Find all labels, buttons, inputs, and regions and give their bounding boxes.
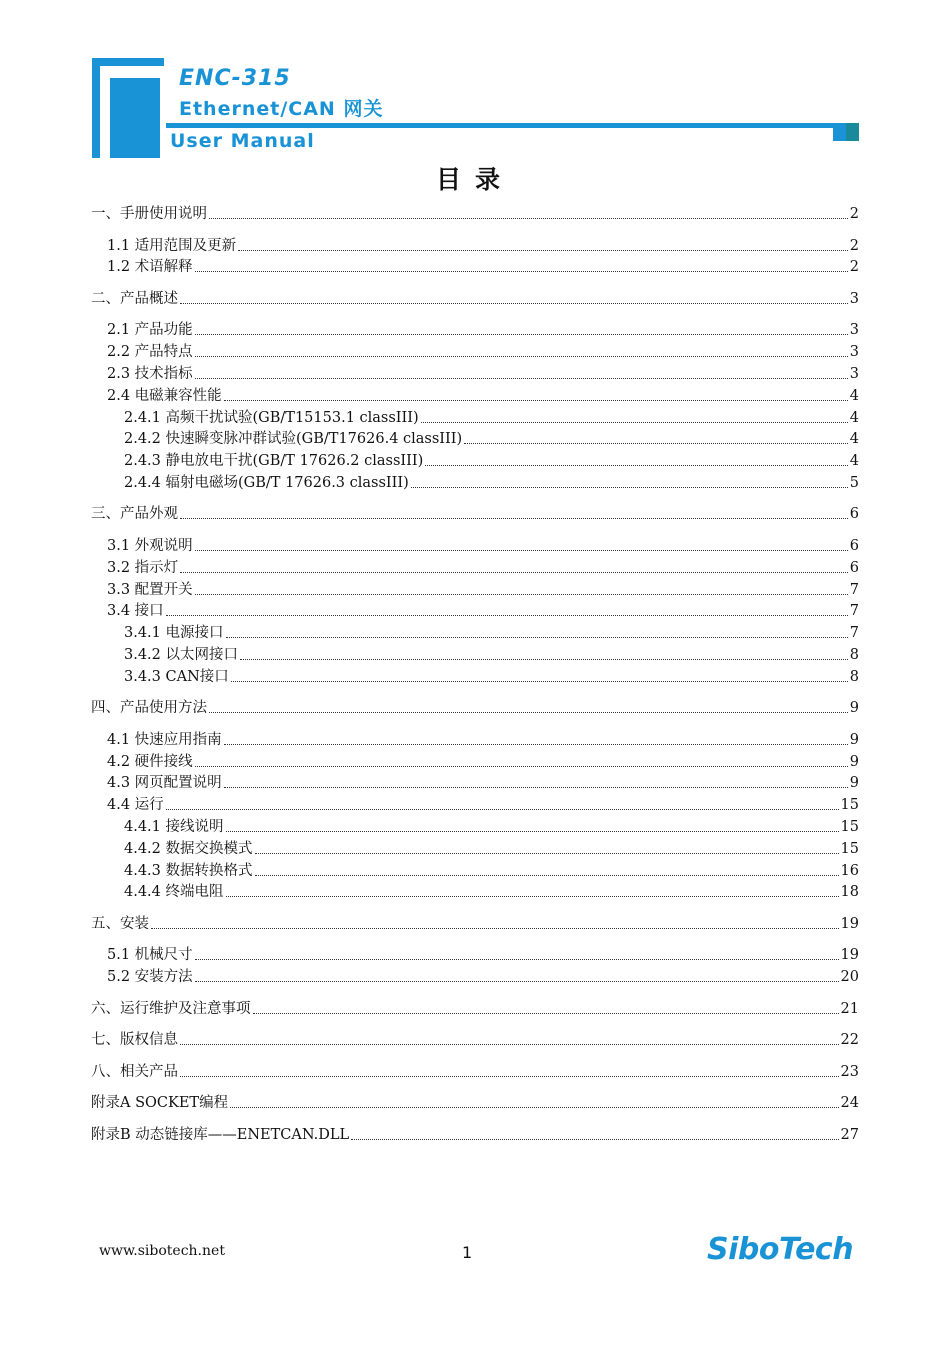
toc-entry-label: 七、版权信息 xyxy=(91,1032,178,1049)
toc-entry[interactable] xyxy=(107,257,859,277)
footer-url[interactable]: www.sibotech.net xyxy=(99,1243,225,1259)
toc-entry-label: 4.3 网页配置说明 xyxy=(107,775,222,792)
toc-entry-label: 4.2 硬件接线 xyxy=(107,753,193,770)
toc-entry-label: 3.1 外观说明 xyxy=(107,537,193,554)
toc-entry-page: 9 xyxy=(849,700,859,717)
toc-entry-page: 18 xyxy=(840,884,859,901)
toc-entry-label: 4.4.2 数据交换模式 xyxy=(124,840,253,857)
toc-entry-label: 4.4.3 数据转换格式 xyxy=(124,862,253,879)
toc-entry[interactable] xyxy=(124,817,859,837)
toc-entry[interactable] xyxy=(91,999,859,1019)
toc-entry-page: 4 xyxy=(849,453,859,470)
toc-entry-page: 3 xyxy=(849,290,859,307)
toc-entry-label: 2.4.1 高频干扰试验(GB/T15153.1 classIII) xyxy=(124,409,419,426)
toc-entry[interactable] xyxy=(107,320,859,340)
toc-entry[interactable] xyxy=(107,342,859,362)
toc-entry-label: 附录A SOCKET编程 xyxy=(91,1095,229,1112)
toc-entry[interactable] xyxy=(91,1093,859,1113)
toc-entry[interactable] xyxy=(91,204,859,224)
toc-entry-page: 15 xyxy=(840,840,859,857)
toc-entry-page: 15 xyxy=(840,818,859,835)
toc-leader-dots xyxy=(226,896,839,897)
toc-entry-page: 22 xyxy=(840,1032,859,1049)
toc-entry[interactable] xyxy=(91,1062,859,1082)
toc-leader-dots xyxy=(195,981,839,982)
toc-entry-page: 3 xyxy=(849,322,859,339)
toc-leader-dots xyxy=(180,518,848,519)
toc-entry-page: 8 xyxy=(849,646,859,663)
toc-entry[interactable] xyxy=(124,861,859,881)
toc-leader-dots xyxy=(195,550,848,551)
toc-entry-page: 16 xyxy=(840,862,859,879)
toc-entry[interactable] xyxy=(124,451,859,471)
toc-leader-dots xyxy=(209,218,848,219)
toc-entry[interactable] xyxy=(91,289,859,309)
toc-leader-dots xyxy=(166,809,839,810)
toc-leader-dots xyxy=(195,378,848,379)
toc-entry[interactable] xyxy=(107,967,859,987)
toc-entry-page: 2 xyxy=(849,259,859,276)
toc-leader-dots xyxy=(195,594,848,595)
toc-entry-label: 5.1 机械尺寸 xyxy=(107,947,193,964)
header-manual-label: User Manual xyxy=(170,130,315,152)
toc-entry[interactable] xyxy=(124,623,859,643)
toc-leader-dots xyxy=(180,303,848,304)
toc-leader-dots xyxy=(226,831,839,832)
toc-leader-dots xyxy=(195,356,848,357)
toc-entry[interactable] xyxy=(124,473,859,493)
toc-entry-page: 6 xyxy=(849,559,859,576)
toc-entry-label: 3.3 配置开关 xyxy=(107,581,193,598)
toc-leader-dots xyxy=(224,744,848,745)
toc-entry-label: 2.4.4 辐射电磁场(GB/T 17626.3 classIII) xyxy=(124,474,409,491)
toc-entry[interactable] xyxy=(107,945,859,965)
toc-entry-page: 2 xyxy=(849,237,859,254)
toc-entry-page: 15 xyxy=(840,797,859,814)
toc-entry-page: 2 xyxy=(849,206,859,222)
toc-leader-dots xyxy=(238,250,848,251)
toc-entry-label: 2.4.2 快速瞬变脉冲群试验(GB/T17626.4 classIII) xyxy=(124,431,463,448)
toc-leader-dots xyxy=(253,1013,839,1014)
toc-leader-dots xyxy=(425,465,848,466)
toc-entry-page: 7 xyxy=(849,625,859,642)
toc-leader-dots xyxy=(151,928,839,929)
toc-entry[interactable] xyxy=(91,698,859,718)
toc-entry-label: 1.1 适用范围及更新 xyxy=(107,237,237,254)
toc-leader-dots xyxy=(421,422,848,423)
toc-entry-page: 5 xyxy=(849,474,859,491)
toc-leader-dots xyxy=(180,1076,839,1077)
footer-page-number: 1 xyxy=(462,1243,473,1262)
sibotech-logo: SiboTech xyxy=(707,1232,854,1267)
toc-entry[interactable] xyxy=(124,839,859,859)
toc-entry-label: 2.4.3 静电放电干扰(GB/T 17626.2 classIII) xyxy=(124,453,424,470)
toc-entry-label: 一、手册使用说明 xyxy=(91,206,207,222)
toc-leader-dots xyxy=(224,787,848,788)
toc-entry-page: 7 xyxy=(849,581,859,598)
toc-entry-label: 三、产品外观 xyxy=(91,506,178,523)
toc-entry-label: 四、产品使用方法 xyxy=(91,700,207,717)
toc-entry-label: 4.4.1 接线说明 xyxy=(124,818,224,835)
toc-entry-label: 4.1 快速应用指南 xyxy=(107,731,222,748)
toc-entry-page: 8 xyxy=(849,668,859,685)
toc-entry-label: 六、运行维护及注意事项 xyxy=(91,1000,251,1017)
toc-entry-page: 24 xyxy=(840,1095,859,1112)
toc-entry-page: 6 xyxy=(849,537,859,554)
toc-entry[interactable] xyxy=(107,601,859,621)
header-model: ENC-315 xyxy=(179,66,291,91)
toc-entry[interactable] xyxy=(91,504,859,524)
toc-entry-label: 3.4.3 CAN接口 xyxy=(124,668,229,685)
toc-entry[interactable] xyxy=(124,408,859,428)
toc-leader-dots xyxy=(209,712,848,713)
toc-entry-label: 3.4.2 以太网接口 xyxy=(124,646,239,663)
toc-entry-page: 3 xyxy=(849,344,859,361)
toc-entry-page: 9 xyxy=(849,753,859,770)
toc-entry-page: 3 xyxy=(849,365,859,382)
toc-entry-page: 7 xyxy=(849,603,859,620)
toc-entry-label: 5.2 安装方法 xyxy=(107,969,193,986)
toc-leader-dots xyxy=(255,875,839,876)
toc-entry-label: 2.2 产品特点 xyxy=(107,344,193,361)
toc-entry[interactable] xyxy=(107,773,859,793)
toc-leader-dots xyxy=(411,487,848,488)
toc-entry-label: 八、相关产品 xyxy=(91,1063,178,1080)
toc-entry-label: 4.4 运行 xyxy=(107,797,164,814)
toc-entry[interactable] xyxy=(107,558,859,578)
toc-entry-label: 附录B 动态链接库——ENETCAN.DLL xyxy=(91,1126,350,1143)
toc-entry-page: 4 xyxy=(849,387,859,404)
toc-entry[interactable] xyxy=(91,1125,859,1145)
toc-entry[interactable] xyxy=(124,645,859,665)
toc-entry-page: 6 xyxy=(849,506,859,523)
toc-entry-label: 3.2 指示灯 xyxy=(107,559,179,576)
toc-leader-dots xyxy=(166,615,848,616)
toc-entry[interactable] xyxy=(91,914,859,934)
toc-leader-dots xyxy=(226,637,848,638)
toc-entry-label: 4.4.4 终端电阻 xyxy=(124,884,224,901)
page-title: 目录 xyxy=(435,165,514,194)
toc-entry[interactable] xyxy=(124,429,859,449)
toc-entry-page: 19 xyxy=(840,947,859,964)
toc-leader-dots xyxy=(195,766,848,767)
toc-entry-page: 9 xyxy=(849,731,859,748)
toc-entry-page: 20 xyxy=(840,969,859,986)
toc-entry-page: 4 xyxy=(849,409,859,426)
toc-entry-label: 3.4.1 电源接口 xyxy=(124,625,224,642)
toc-leader-dots xyxy=(195,334,848,335)
toc-entry[interactable] xyxy=(124,667,859,687)
toc-leader-dots xyxy=(224,400,848,401)
toc-leader-dots xyxy=(180,1044,839,1045)
header-product: Ethernet/CAN 网关 xyxy=(179,98,384,120)
toc-entry[interactable] xyxy=(107,795,859,815)
toc-leader-dots xyxy=(464,443,848,444)
toc-entry[interactable] xyxy=(107,536,859,556)
toc-entry-page: 19 xyxy=(840,915,859,932)
toc-leader-dots xyxy=(351,1139,838,1140)
toc-leader-dots xyxy=(195,959,839,960)
toc-entry[interactable] xyxy=(124,882,859,902)
toc-entry-label: 2.4 电磁兼容性能 xyxy=(107,387,222,404)
toc-entry-label: 二、产品概述 xyxy=(91,290,178,307)
toc-entry-label: 五、安装 xyxy=(91,915,149,932)
toc-entry-page: 21 xyxy=(840,1000,859,1017)
toc-entry-page: 9 xyxy=(849,775,859,792)
toc-entry-page: 27 xyxy=(840,1126,859,1143)
toc-entry[interactable] xyxy=(107,364,859,384)
toc-entry-label: 1.2 术语解释 xyxy=(107,259,193,276)
toc-leader-dots xyxy=(255,853,839,854)
toc-entry-label: 2.1 产品功能 xyxy=(107,322,193,339)
toc-entry[interactable] xyxy=(107,730,859,750)
toc-entry-page: 23 xyxy=(840,1063,859,1080)
toc-leader-dots xyxy=(195,271,848,272)
toc-entry-label: 3.4 接口 xyxy=(107,603,164,620)
toc-entry-page: 4 xyxy=(849,431,859,448)
toc-entry[interactable] xyxy=(107,752,859,772)
toc-entry[interactable] xyxy=(91,1030,859,1050)
toc-leader-dots xyxy=(240,659,848,660)
toc-leader-dots xyxy=(231,681,848,682)
toc-entry[interactable] xyxy=(107,386,859,406)
toc-entry-label: 2.3 技术指标 xyxy=(107,365,193,382)
toc-leader-dots xyxy=(180,572,848,573)
toc-entry[interactable] xyxy=(107,236,859,256)
toc-entry[interactable] xyxy=(107,580,859,600)
toc-leader-dots xyxy=(230,1107,838,1108)
